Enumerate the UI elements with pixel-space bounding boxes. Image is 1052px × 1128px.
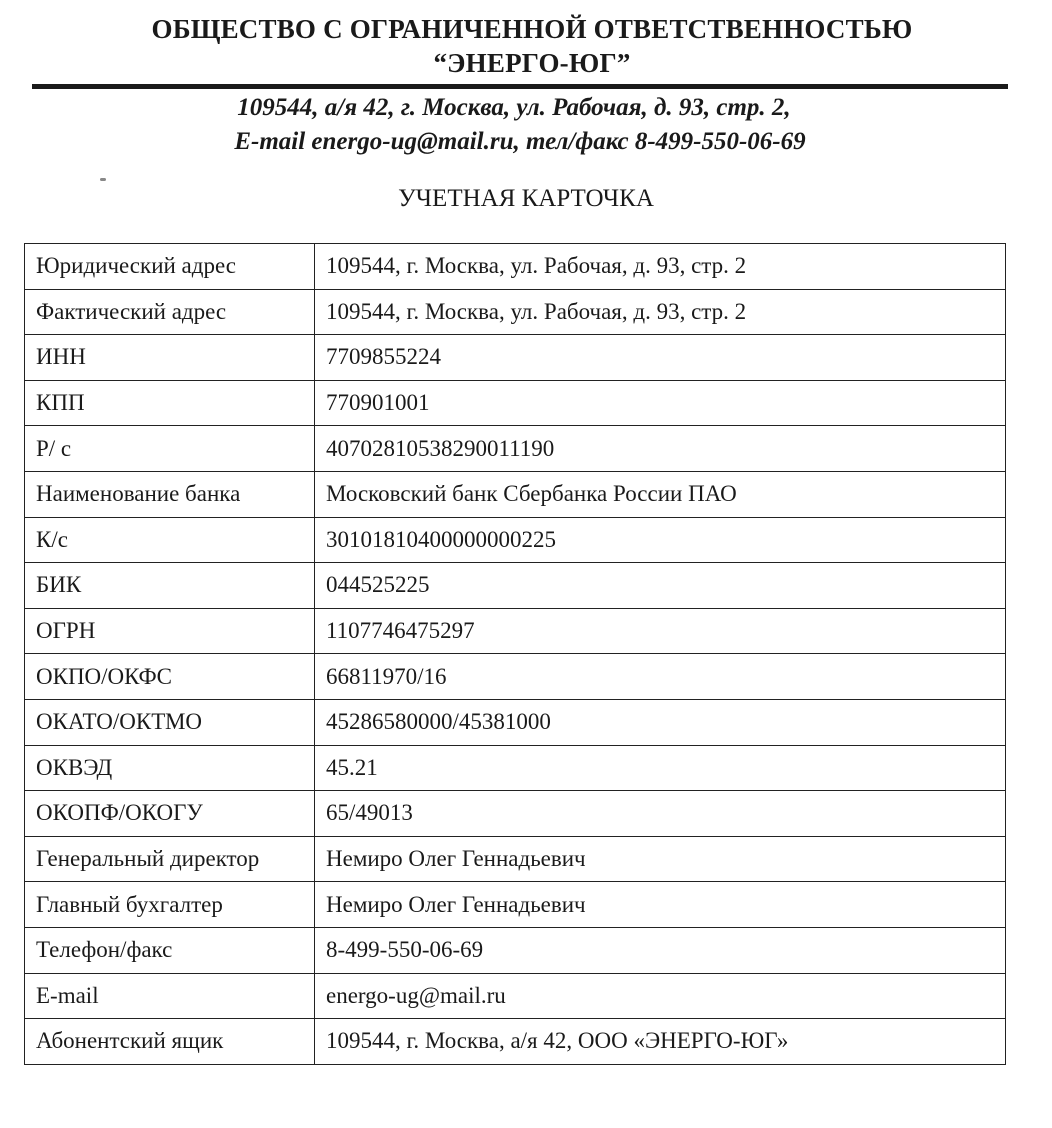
- row-value: 45286580000/45381000: [315, 699, 1006, 745]
- table-row: [25, 973, 1006, 1019]
- row-value: 109544, г. Москва, а/я 42, ООО «ЭНЕРГО-ЮГ»: [315, 1019, 1006, 1065]
- table-row: [25, 608, 1006, 654]
- row-value: Немиро Олег Геннадьевич: [315, 836, 1006, 882]
- row-label: ОКОПФ/ОКОГУ: [25, 791, 315, 837]
- table-row: [25, 1019, 1006, 1065]
- row-value: Немиро Олег Геннадьевич: [315, 882, 1006, 928]
- row-label: Абонентский ящик: [25, 1019, 315, 1065]
- scan-speck: [100, 178, 106, 181]
- table-row: [25, 289, 1006, 335]
- table-row: [25, 836, 1006, 882]
- row-value: 044525225: [315, 563, 1006, 609]
- row-value: 40702810538290011190: [315, 426, 1006, 472]
- row-label: К/с: [25, 517, 315, 563]
- row-value: 7709855224: [315, 335, 1006, 381]
- table-row: [25, 517, 1006, 563]
- table-row: [25, 745, 1006, 791]
- row-label: Юридический адрес: [25, 244, 315, 290]
- organization-name-line2: “ЭНЕРГО-ЮГ”: [433, 48, 631, 78]
- table-row: [25, 882, 1006, 928]
- table-row: [25, 471, 1006, 517]
- organization-name-line1: ОБЩЕСТВО С ОГРАНИЧЕННОЙ ОТВЕТСТВЕННОСТЬЮ: [151, 14, 913, 44]
- row-label: ОКПО/ОКФС: [25, 654, 315, 700]
- row-value: 8-499-550-06-69: [315, 927, 1006, 973]
- row-label: Р/ с: [25, 426, 315, 472]
- table-row: [25, 927, 1006, 973]
- header-contacts: E-mail energo-ug@mail.ru, тел/факс 8-499-550-06-69: [234, 128, 806, 155]
- document-title: УЧЕТНАЯ КАРТОЧКА: [398, 185, 654, 212]
- row-label: Телефон/факс: [25, 927, 315, 973]
- row-value: 45.21: [315, 745, 1006, 791]
- row-value: Московский банк Сбербанка России ПАО: [315, 471, 1006, 517]
- row-label: Генеральный директор: [25, 836, 315, 882]
- row-label: Фактический адрес: [25, 289, 315, 335]
- row-value: 109544, г. Москва, ул. Рабочая, д. 93, стр. 2: [315, 289, 1006, 335]
- table-row: [25, 791, 1006, 837]
- row-value: 770901001: [315, 380, 1006, 426]
- row-label: E-mail: [25, 973, 315, 1019]
- table-row: [25, 335, 1006, 381]
- row-value: 109544, г. Москва, ул. Рабочая, д. 93, стр. 2: [315, 244, 1006, 290]
- header-address: 109544, а/я 42, г. Москва, ул. Рабочая, д. 93, стр. 2,: [237, 94, 791, 121]
- table-row: [25, 426, 1006, 472]
- row-value: energo-ug@mail.ru: [315, 973, 1006, 1019]
- table-row: [25, 563, 1006, 609]
- row-value: 1107746475297: [315, 608, 1006, 654]
- row-value: 66811970/16: [315, 654, 1006, 700]
- row-label: Главный бухгалтер: [25, 882, 315, 928]
- row-label: ОКАТО/ОКТМО: [25, 699, 315, 745]
- row-label: ОКВЭД: [25, 745, 315, 791]
- row-label: Наименование банка: [25, 471, 315, 517]
- registration-card-body: [25, 244, 1006, 1065]
- table-row: [25, 380, 1006, 426]
- registration-card-table: [24, 243, 1006, 1065]
- table-row: [25, 654, 1006, 700]
- row-label: КПП: [25, 380, 315, 426]
- header-divider: [32, 84, 1008, 89]
- row-label: БИК: [25, 563, 315, 609]
- table-row: [25, 699, 1006, 745]
- row-label: ИНН: [25, 335, 315, 381]
- row-value: 30101810400000000225: [315, 517, 1006, 563]
- row-value: 65/49013: [315, 791, 1006, 837]
- row-label: ОГРН: [25, 608, 315, 654]
- table-row: [25, 244, 1006, 290]
